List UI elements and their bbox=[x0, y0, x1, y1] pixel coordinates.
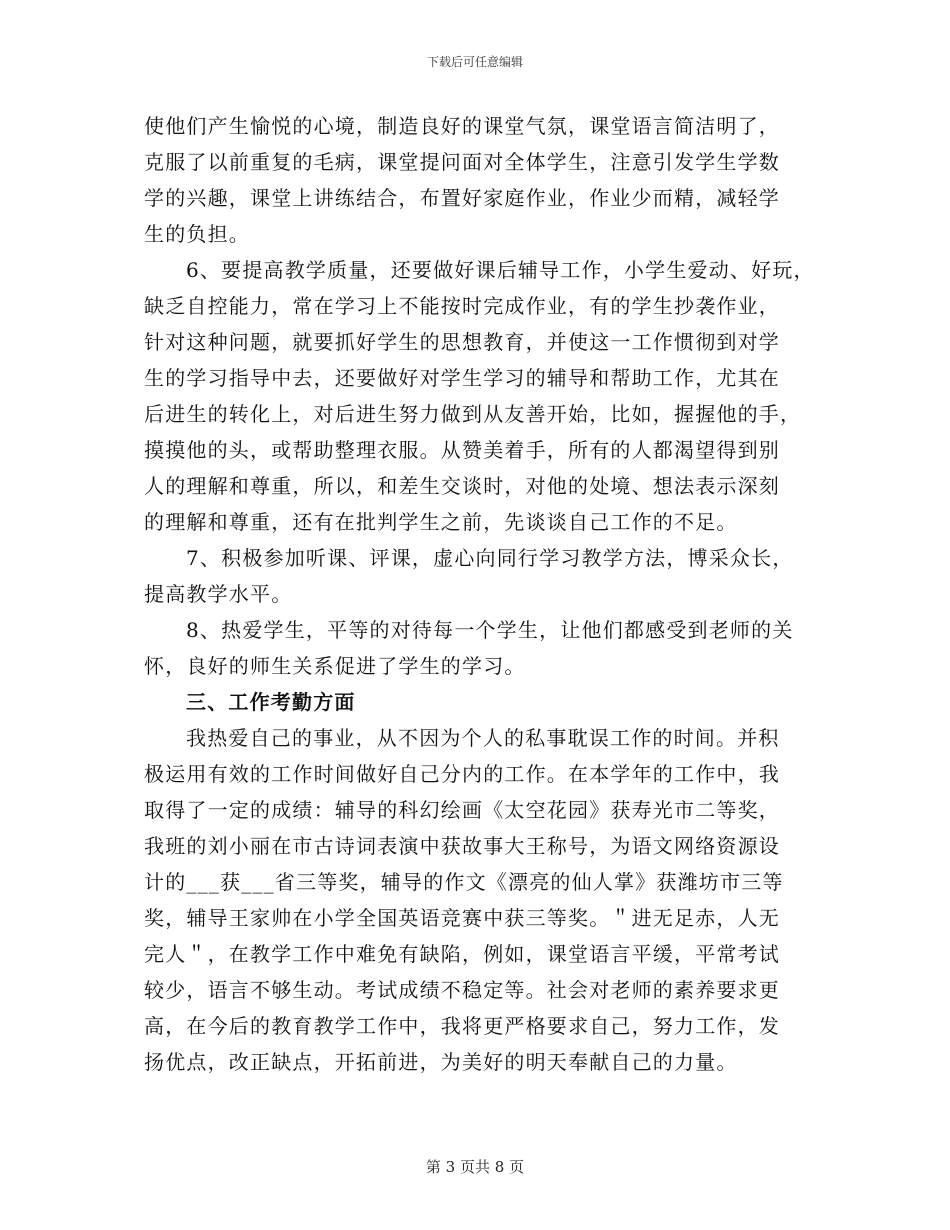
text-line: 扬优点，改正缺点，开拓前进，为美好的明天奉献自己的力量。 bbox=[144, 1050, 738, 1074]
page-header: 下载后可任意编辑 bbox=[426, 55, 523, 69]
text-line: 我班的刘小丽在市古诗词表演中获故事大王称号，为语文网络资源设 bbox=[144, 834, 780, 858]
text-line: 生的负担。 bbox=[144, 222, 250, 246]
text-line: 的理解和尊重，还有在批判学生之前，先谈谈自己工作的不足。 bbox=[144, 510, 738, 534]
text-line: 我热爱自己的事业，从不因为个人的私事耽误工作的时间。并积 bbox=[186, 726, 780, 750]
text-line: 摸摸他的头，或帮助整理衣服。从赞美着手，所有的人都渴望得到别 bbox=[144, 438, 780, 462]
document-body bbox=[144, 108, 834, 1080]
text-line: 缺乏自控能力，常在学习上不能按时完成作业，有的学生抄袭作业， bbox=[144, 294, 780, 318]
page-footer: 第 3 页共 8 页 bbox=[425, 1158, 525, 1176]
text-line: 针对这种问题，就要抓好学生的思想教育，并使这一工作惯彻到对学 bbox=[144, 330, 780, 354]
text-line: 7、积极参加听课、评课，虚心向同行学习教学方法，博采众长， bbox=[186, 546, 794, 570]
text-line: 完人＂，在教学工作中难免有缺陷，例如，课堂语言平缓，平常考试 bbox=[144, 942, 780, 966]
text-line: 人的理解和尊重，所以，和差生交谈时，对他的处境、想法表示深刻 bbox=[144, 474, 780, 498]
text-line: 生的学习指导中去，还要做好对学生学习的辅导和帮助工作，尤其在 bbox=[144, 366, 780, 390]
text-line: 使他们产生愉悦的心境，制造良好的课堂气氛，课堂语言简洁明了， bbox=[144, 114, 780, 138]
text-line: 奖，辅导王家帅在小学全国英语竞赛中获三等奖。＂进无足赤，人无 bbox=[144, 906, 780, 930]
section-heading: 三、工作考勤方面 bbox=[186, 690, 356, 714]
text-line: 提高教学水平。 bbox=[144, 582, 293, 606]
text-line: 怀，良好的师生关系促进了学生的学习。 bbox=[144, 654, 526, 678]
text-line: 高，在今后的教育教学工作中，我将更严格要求自己，努力工作，发 bbox=[144, 1014, 780, 1038]
text-line: 较少，语言不够生动。考试成绩不稳定等。社会对老师的素养要求更 bbox=[144, 978, 780, 1002]
text-line: 计的___获___省三等奖，辅导的作文《漂亮的仙人掌》获潍坊市三等 bbox=[144, 870, 784, 894]
text-line: 后进生的转化上，对后进生努力做到从友善开始，比如，握握他的手， bbox=[144, 402, 802, 426]
text-line: 克服了以前重复的毛病，课堂提问面对全体学生，注意引发学生学数 bbox=[144, 150, 780, 174]
text-line: 极运用有效的工作时间做好自己分内的工作。在本学年的工作中，我 bbox=[144, 762, 780, 786]
text-line: 8、热爱学生，平等的对待每一个学生，让他们都感受到老师的关 bbox=[186, 618, 794, 642]
text-line: 6、要提高教学质量，还要做好课后辅导工作，小学生爱动、好玩， bbox=[186, 258, 815, 282]
text-line: 取得了一定的成绩：辅导的科幻绘画《太空花园》获寿光市二等奖， bbox=[144, 798, 780, 822]
text-line: 学的兴趣，课堂上讲练结合，布置好家庭作业，作业少而精，减轻学 bbox=[144, 186, 780, 210]
